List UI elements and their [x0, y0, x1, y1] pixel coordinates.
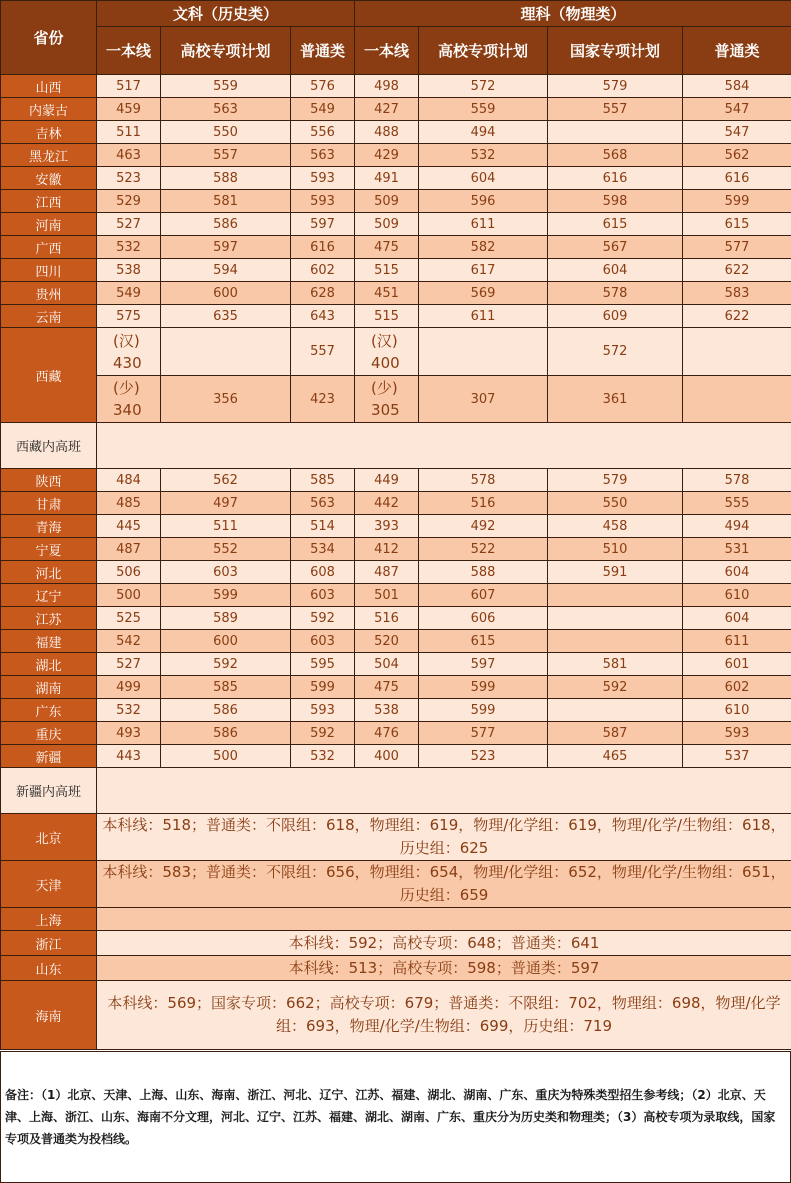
province-cell: 安徽 — [1, 167, 97, 190]
table-row — [1, 630, 791, 653]
score-cell: 476 — [355, 722, 419, 745]
table-row — [1, 745, 791, 768]
score-cell — [548, 630, 683, 653]
table-row — [1, 469, 791, 492]
score-cell: 606 — [419, 607, 548, 630]
score-cell: 547 — [683, 121, 791, 144]
score-cell: 603 — [161, 561, 291, 584]
xizang-wk-putong-2: 423 — [291, 376, 355, 423]
score-cell: 516 — [419, 492, 548, 515]
score-cell: 443 — [97, 745, 161, 768]
province-cell: 河北 — [1, 561, 97, 584]
score-cell: 511 — [97, 121, 161, 144]
score-cell: 575 — [97, 305, 161, 328]
score-cell: 593 — [291, 699, 355, 722]
province-cell: 黑龙江 — [1, 144, 97, 167]
score-cell: 550 — [548, 492, 683, 515]
province-xinjiang-neigao: 新疆内高班 — [1, 768, 97, 814]
score-cell: 494 — [419, 121, 548, 144]
header-lk-putong: 普通类 — [683, 27, 791, 75]
table-row — [1, 515, 791, 538]
score-cell: 547 — [683, 98, 791, 121]
score-cell: 592 — [291, 607, 355, 630]
score-cell: 615 — [548, 213, 683, 236]
xizang-lk-putong-1 — [683, 328, 791, 376]
score-cell: 604 — [419, 167, 548, 190]
score-cell: 583 — [683, 282, 791, 305]
special-row — [1, 981, 791, 1050]
score-cell: 484 — [97, 469, 161, 492]
score-cell: 563 — [161, 98, 291, 121]
table-row — [1, 282, 791, 305]
score-cell: 611 — [419, 213, 548, 236]
score-cell: 494 — [683, 515, 791, 538]
score-cell: 523 — [419, 745, 548, 768]
score-cell: 599 — [291, 676, 355, 699]
score-cell: 492 — [419, 515, 548, 538]
province-cell: 湖北 — [1, 653, 97, 676]
score-cell: 615 — [419, 630, 548, 653]
score-cell: 600 — [161, 282, 291, 305]
score-cell: 608 — [291, 561, 355, 584]
header-like: 理科（物理类） — [355, 1, 791, 27]
score-cell: 635 — [161, 305, 291, 328]
score-cell: 510 — [548, 538, 683, 561]
score-cell: 582 — [419, 236, 548, 259]
score-cell: 609 — [548, 305, 683, 328]
score-cell: 597 — [291, 213, 355, 236]
score-cell: 578 — [548, 282, 683, 305]
score-cell: 550 — [161, 121, 291, 144]
score-cell: 599 — [683, 190, 791, 213]
score-cell: 511 — [161, 515, 291, 538]
score-cell: 591 — [548, 561, 683, 584]
score-cell: 475 — [355, 676, 419, 699]
table-row — [1, 236, 791, 259]
score-cell: 514 — [291, 515, 355, 538]
table-row — [1, 538, 791, 561]
score-cell: 610 — [683, 584, 791, 607]
special-text: 本科线：518；普通类：不限组：618，物理组：619，物理/化学组：619，物理/化学/生物组：618，历史组：625 — [97, 814, 791, 861]
province-cell: 四川 — [1, 259, 97, 282]
score-cell: 509 — [355, 213, 419, 236]
score-cell: 500 — [97, 584, 161, 607]
header-lk-yiben: 一本线 — [355, 27, 419, 75]
table-row — [1, 561, 791, 584]
score-cell: 442 — [355, 492, 419, 515]
table-row — [1, 213, 791, 236]
score-cell: 559 — [419, 98, 548, 121]
score-cell: 586 — [161, 213, 291, 236]
score-cell: 500 — [161, 745, 291, 768]
label-shao: (少) — [113, 379, 140, 397]
score-cell: 491 — [355, 167, 419, 190]
xizang-wk-yiben-2 — [97, 376, 161, 423]
score-cell: 586 — [161, 722, 291, 745]
score-cell: 568 — [548, 144, 683, 167]
xizang-lk-gaoxiao-2: 307 — [419, 376, 548, 423]
xizang-lk-gaoxiao-1 — [419, 328, 548, 376]
score-cell: 584 — [683, 75, 791, 98]
score-cell: 578 — [419, 469, 548, 492]
score-cell: 592 — [161, 653, 291, 676]
score-cell: 579 — [548, 75, 683, 98]
score-cell: 475 — [355, 236, 419, 259]
score-cell: 487 — [97, 538, 161, 561]
score-cell: 592 — [548, 676, 683, 699]
province-cell: 云南 — [1, 305, 97, 328]
score-cell: 516 — [355, 607, 419, 630]
value: 400 — [371, 353, 400, 372]
score-cell — [548, 584, 683, 607]
table-row — [1, 699, 791, 722]
score-cell: 497 — [161, 492, 291, 515]
label-han: (汉) — [113, 331, 140, 350]
score-cell: 542 — [97, 630, 161, 653]
province-cell: 浙江 — [1, 931, 97, 956]
score-cell: 400 — [355, 745, 419, 768]
table-row — [1, 98, 791, 121]
province-cell: 重庆 — [1, 722, 97, 745]
score-cell: 601 — [683, 653, 791, 676]
score-cell: 585 — [161, 676, 291, 699]
province-cell: 青海 — [1, 515, 97, 538]
province-cell: 海南 — [1, 981, 97, 1050]
table-row — [1, 722, 791, 745]
score-cell: 592 — [291, 722, 355, 745]
table-row — [1, 607, 791, 630]
score-cell: 589 — [161, 607, 291, 630]
score-cell: 572 — [419, 75, 548, 98]
score-cell: 643 — [291, 305, 355, 328]
province-xizang-neigao: 西藏内高班 — [1, 423, 97, 469]
header-lk-guojia: 国家专项计划 — [548, 27, 683, 75]
score-cell: 577 — [419, 722, 548, 745]
score-cell: 445 — [97, 515, 161, 538]
province-cell: 河南 — [1, 213, 97, 236]
score-cell: 607 — [419, 584, 548, 607]
xizang-wk-gaoxiao-1 — [161, 328, 291, 376]
province-cell: 天津 — [1, 861, 97, 908]
score-cell: 602 — [683, 676, 791, 699]
score-cell: 603 — [291, 584, 355, 607]
label-shao: (少) — [371, 379, 398, 397]
score-cell: 532 — [419, 144, 548, 167]
province-cell: 上海 — [1, 908, 97, 931]
score-cell: 493 — [97, 722, 161, 745]
score-cell: 581 — [548, 653, 683, 676]
header-wk-yiben: 一本线 — [97, 27, 161, 75]
score-cell: 604 — [683, 561, 791, 584]
province-cell: 宁夏 — [1, 538, 97, 561]
score-cell: 538 — [97, 259, 161, 282]
score-cell: 611 — [683, 630, 791, 653]
xizang-lk-guojia-2: 361 — [548, 376, 683, 423]
score-cell: 537 — [683, 745, 791, 768]
special-text: 本科线：583；普通类：不限组：656，物理组：654，物理/化学组：652，物理/化学/生物组：651，历史组：659 — [97, 861, 791, 908]
score-cell: 615 — [683, 213, 791, 236]
score-cell: 525 — [97, 607, 161, 630]
score-cell: 515 — [355, 305, 419, 328]
score-cell: 556 — [291, 121, 355, 144]
score-cell: 487 — [355, 561, 419, 584]
score-cell: 585 — [291, 469, 355, 492]
score-cell: 527 — [97, 653, 161, 676]
table-row — [1, 653, 791, 676]
special-row — [1, 861, 791, 908]
score-cell — [548, 121, 683, 144]
score-cell: 557 — [161, 144, 291, 167]
score-cell: 579 — [548, 469, 683, 492]
score-cell: 449 — [355, 469, 419, 492]
score-cell: 616 — [683, 167, 791, 190]
province-cell: 辽宁 — [1, 584, 97, 607]
xinjiang-neigao-empty — [97, 768, 791, 814]
score-cell: 588 — [419, 561, 548, 584]
province-cell: 北京 — [1, 814, 97, 861]
score-cell: 509 — [355, 190, 419, 213]
score-cell: 599 — [161, 584, 291, 607]
xizang-neigao-empty — [97, 423, 791, 469]
score-cell: 527 — [97, 213, 161, 236]
province-cell: 贵州 — [1, 282, 97, 305]
score-cell: 588 — [161, 167, 291, 190]
score-cell: 563 — [291, 144, 355, 167]
province-cell: 甘肃 — [1, 492, 97, 515]
score-cell: 393 — [355, 515, 419, 538]
xizang-lk-yiben-1 — [355, 328, 419, 376]
score-cell: 498 — [355, 75, 419, 98]
score-cell: 622 — [683, 305, 791, 328]
header-wk-gaoxiao: 高校专项计划 — [161, 27, 291, 75]
table-row — [1, 167, 791, 190]
score-cell: 506 — [97, 561, 161, 584]
score-cell: 459 — [97, 98, 161, 121]
score-cell: 578 — [683, 469, 791, 492]
score-cell: 596 — [419, 190, 548, 213]
special-text: 本科线：513；高校专项：598；普通类：597 — [97, 956, 791, 981]
score-cell: 628 — [291, 282, 355, 305]
score-cell: 529 — [97, 190, 161, 213]
header-lk-gaoxiao: 高校专项计划 — [419, 27, 548, 75]
province-cell: 福建 — [1, 630, 97, 653]
table-row — [1, 259, 791, 282]
xizang-wk-yiben-1 — [97, 328, 161, 376]
score-cell: 569 — [419, 282, 548, 305]
score-cell — [548, 699, 683, 722]
score-cell: 617 — [419, 259, 548, 282]
score-cell: 412 — [355, 538, 419, 561]
score-cell: 552 — [161, 538, 291, 561]
table-row — [1, 676, 791, 699]
score-cell: 593 — [291, 167, 355, 190]
score-cell: 622 — [683, 259, 791, 282]
score-cell: 555 — [683, 492, 791, 515]
special-text: 本科线：592；高校专项：648；普通类：641 — [97, 931, 791, 956]
score-cell: 610 — [683, 699, 791, 722]
score-cell: 595 — [291, 653, 355, 676]
table-row — [1, 144, 791, 167]
score-cell: 549 — [97, 282, 161, 305]
score-cell: 597 — [419, 653, 548, 676]
xizang-lk-guojia-1: 572 — [548, 328, 683, 376]
value: 430 — [113, 353, 142, 372]
score-cell: 523 — [97, 167, 161, 190]
special-text — [97, 908, 791, 931]
xizang-wk-putong-1: 557 — [291, 328, 355, 376]
score-cell: 562 — [683, 144, 791, 167]
score-cell: 451 — [355, 282, 419, 305]
score-cell: 562 — [161, 469, 291, 492]
label-han: (汉) — [371, 331, 398, 350]
province-cell: 江西 — [1, 190, 97, 213]
table-row — [1, 190, 791, 213]
xizang-lk-yiben-2 — [355, 376, 419, 423]
score-cell: 593 — [291, 190, 355, 213]
score-cell — [548, 607, 683, 630]
header-province: 省份 — [1, 1, 97, 75]
value: 340 — [113, 401, 142, 419]
score-cell: 427 — [355, 98, 419, 121]
province-cell: 广西 — [1, 236, 97, 259]
score-cell: 429 — [355, 144, 419, 167]
province-cell: 山西 — [1, 75, 97, 98]
score-cell: 515 — [355, 259, 419, 282]
special-row — [1, 908, 791, 931]
score-cell: 538 — [355, 699, 419, 722]
note-box — [0, 1051, 791, 1183]
score-cell: 559 — [161, 75, 291, 98]
province-cell: 江苏 — [1, 607, 97, 630]
score-cell: 463 — [97, 144, 161, 167]
province-cell: 山东 — [1, 956, 97, 981]
special-row — [1, 814, 791, 861]
score-cell: 534 — [291, 538, 355, 561]
score-cell: 501 — [355, 584, 419, 607]
score-cell: 517 — [97, 75, 161, 98]
province-cell: 陕西 — [1, 469, 97, 492]
special-text: 本科线：569；国家专项：662；高校专项：679；普通类：不限组：702，物理组：698，物理/化学组：693，物理/化学/生物组：699，历史组：719 — [97, 981, 791, 1050]
score-cell: 597 — [161, 236, 291, 259]
score-cell: 522 — [419, 538, 548, 561]
score-cell: 532 — [97, 699, 161, 722]
score-cell: 531 — [683, 538, 791, 561]
province-cell: 内蒙古 — [1, 98, 97, 121]
province-cell: 吉林 — [1, 121, 97, 144]
score-cell: 611 — [419, 305, 548, 328]
score-cell: 504 — [355, 653, 419, 676]
score-cell: 465 — [548, 745, 683, 768]
score-cell: 567 — [548, 236, 683, 259]
special-row — [1, 956, 791, 981]
province-cell: 广东 — [1, 699, 97, 722]
header-wk-putong: 普通类 — [291, 27, 355, 75]
table-row — [1, 492, 791, 515]
score-cell: 598 — [548, 190, 683, 213]
score-cell: 587 — [548, 722, 683, 745]
province-xizang: 西藏 — [1, 328, 97, 423]
score-cell: 499 — [97, 676, 161, 699]
xizang-wk-gaoxiao-2: 356 — [161, 376, 291, 423]
value: 305 — [371, 401, 400, 419]
score-cell: 577 — [683, 236, 791, 259]
score-cell: 616 — [291, 236, 355, 259]
table-row — [1, 584, 791, 607]
score-cell: 557 — [548, 98, 683, 121]
score-cell: 594 — [161, 259, 291, 282]
score-cell: 581 — [161, 190, 291, 213]
header-wenke: 文科（历史类） — [97, 1, 355, 27]
score-cell: 576 — [291, 75, 355, 98]
score-cell: 485 — [97, 492, 161, 515]
score-cell: 604 — [548, 259, 683, 282]
score-cell: 458 — [548, 515, 683, 538]
province-cell: 湖南 — [1, 676, 97, 699]
score-cell: 602 — [291, 259, 355, 282]
score-cell: 599 — [419, 699, 548, 722]
note-text: 备注：（1）北京、天津、上海、山东、海南、浙江、河北、辽宁、江苏、福建、湖北、湖南、广东、重庆为特殊类型招生参考线；（2）北京、天津、上海、浙江、山东、海南不分文理，河北、辽宁、江苏、福建、湖北、湖南、广东、重庆分为历史类和物理类；（3）高校专项为录取线，国家专项及普通类为投档线。 — [5, 1088, 776, 1146]
score-cell: 549 — [291, 98, 355, 121]
score-cell: 616 — [548, 167, 683, 190]
score-cell: 586 — [161, 699, 291, 722]
xizang-lk-putong-2 — [683, 376, 791, 423]
score-cell: 593 — [683, 722, 791, 745]
score-cell: 532 — [97, 236, 161, 259]
score-cell: 520 — [355, 630, 419, 653]
special-row — [1, 931, 791, 956]
table-row — [1, 121, 791, 144]
score-cell: 488 — [355, 121, 419, 144]
table-row — [1, 305, 791, 328]
province-cell: 新疆 — [1, 745, 97, 768]
score-cell: 600 — [161, 630, 291, 653]
score-cell: 532 — [291, 745, 355, 768]
score-cell: 603 — [291, 630, 355, 653]
table-row — [1, 75, 791, 98]
score-cell: 604 — [683, 607, 791, 630]
score-cell: 599 — [419, 676, 548, 699]
score-cell: 563 — [291, 492, 355, 515]
